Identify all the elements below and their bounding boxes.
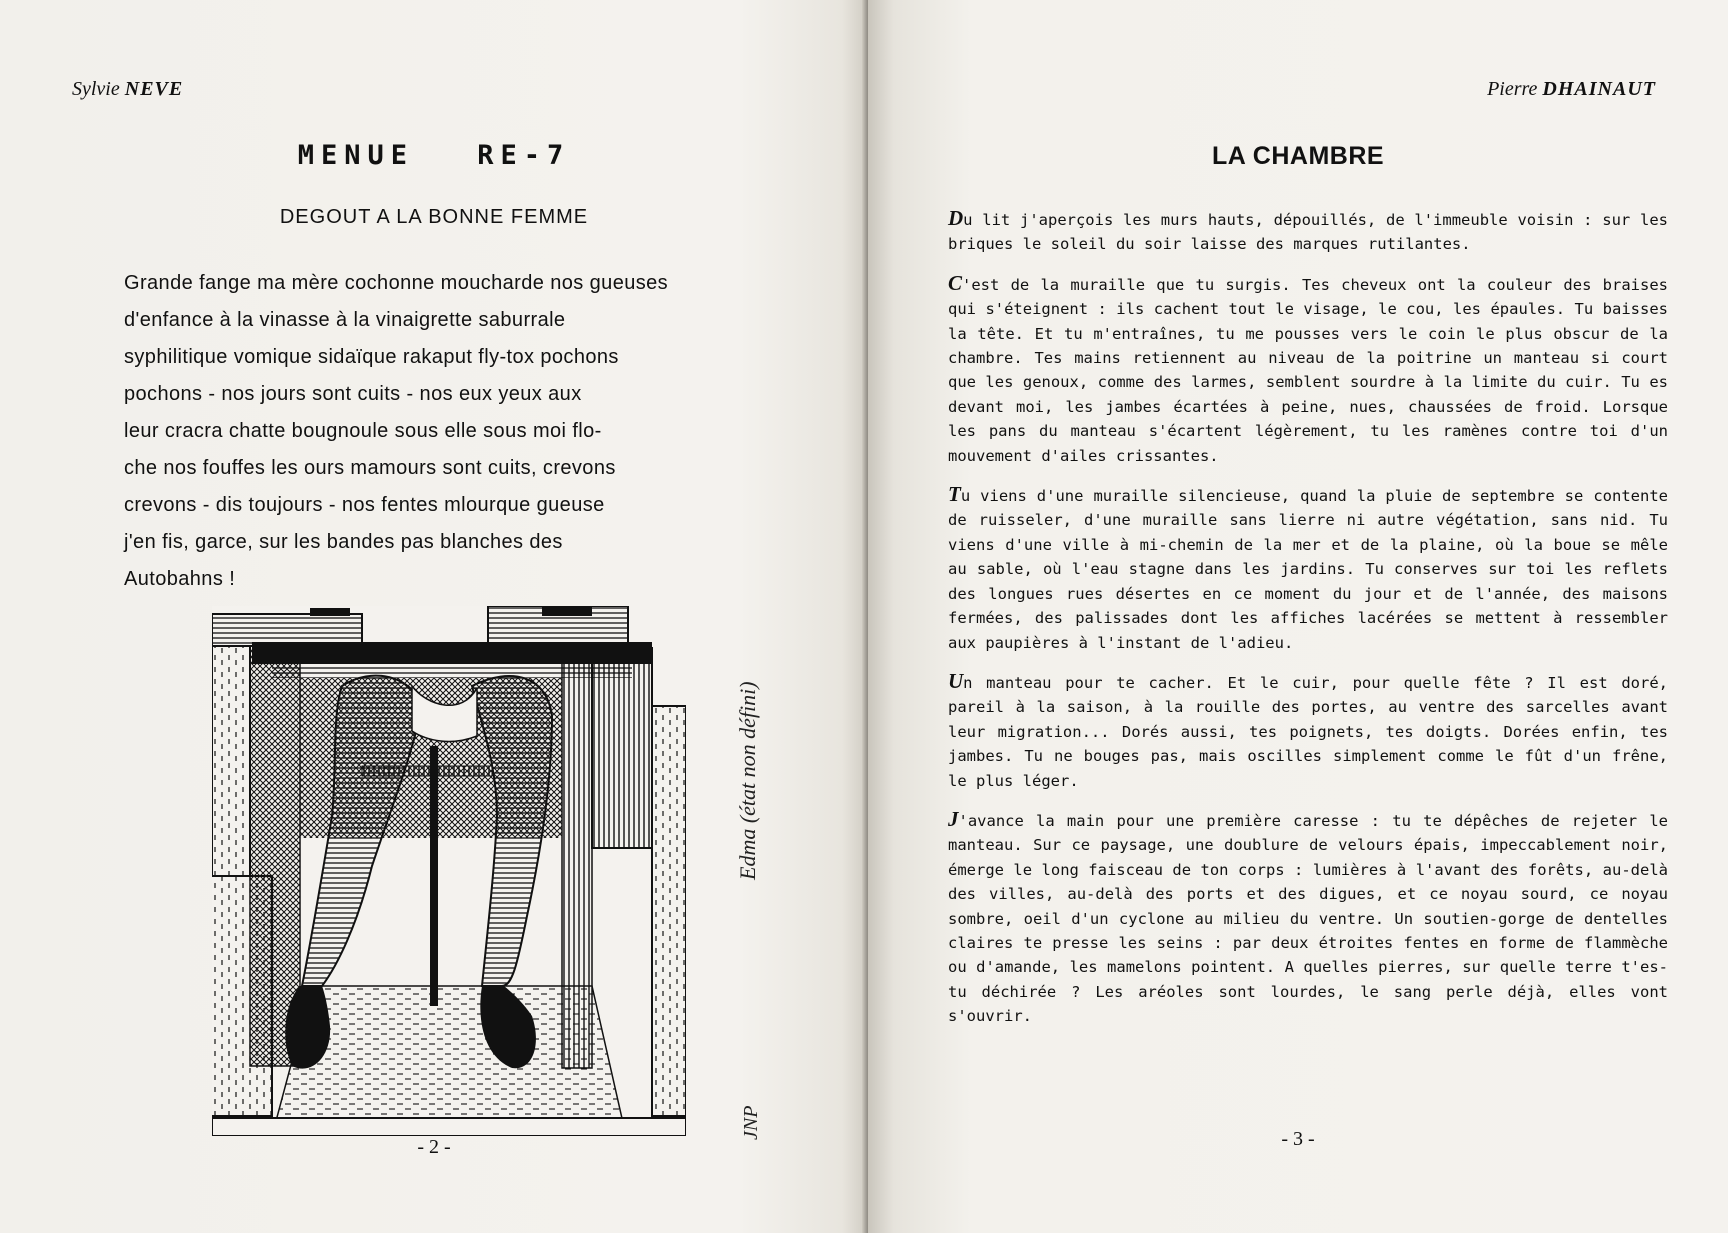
drop-initial: U	[948, 668, 964, 693]
left-author-last: NEVE	[124, 78, 184, 100]
paragraph-text: n manteau pour te cacher. Et le cuir, pour quelle fête ? Il est doré, pareil à la saison, à la rouille des portes, au ventre des sarcelles avant leur migration... Dorés aussi, tes poignets, tes doigts. Dorées enfin, tes jambes. Tu ne bouges pas, mais oscilles simplement comme le fût d'un frêne, le plus léger.	[948, 673, 1668, 790]
right-author-last: DHAINAUT	[1542, 78, 1656, 100]
page-number-right: - 3 -	[1281, 1128, 1315, 1150]
paragraph	[948, 206, 1668, 257]
poem-line: d'enfance à la vinasse à la vinaigrette saburrale	[124, 309, 566, 331]
drop-initial: C	[948, 270, 963, 295]
handwritten-initials: JNP	[740, 1105, 762, 1140]
paragraph-text: u viens d'une muraille silencieuse, quand la pluie de septembre se contente de ruisseler, d'une muraille sans lierre ni autre végétation, sans nid. Tu viens d'une ville à mi-chemin de la mer et de la plaine, où la boue se mêle au sable, où l'eau stagne dans les jardins. Tu conserves sur toi les reflets des longues rues désertes en ce moment du jour et de l'année, des maisons fermées, des palissades dont les affiches lacérées se mettent à ressembler aux paupières à l'instant de l'adieu.	[948, 487, 1668, 652]
right-author	[1487, 78, 1656, 101]
paragraph	[948, 271, 1668, 468]
left-author-first: Sylvie	[72, 78, 120, 100]
page-number-left: - 2 -	[417, 1136, 451, 1158]
drop-initial: D	[948, 206, 964, 230]
left-subtitle: DEGOUT A LA BONNE FEMME	[279, 206, 589, 228]
poem-line: che nos fouffes les ours mamours sont cuits, crevons	[124, 457, 616, 479]
left-title: MENUE RE-7	[297, 140, 571, 171]
prose-text	[948, 206, 1668, 1043]
paragraph-text: 'est de la muraille que tu surgis. Tes cheveux ont la couleur des braises qui s'éteignent : ils cachent tout le visage, le cou, les épaules. Tu baisses la tête. Et tu m'entraînes, tu me pousses vers le coin le plus obscur de la chambre. Tes mains retiennent au niveau de la poitrine un manteau si court que les genoux, comme des larmes, semblent sourdre à la limite du cuir. Tu es devant moi, les jambes écartées à peine, nues, chaussées de froid. Lorsque les pans du manteau s'écartent légèrement, tu les ramènes contre toi d'un mouvement d'ailes crissantes.	[948, 275, 1668, 465]
paragraph	[948, 669, 1668, 793]
right-title: LA CHAMBRE	[1211, 142, 1385, 170]
left-author	[72, 78, 183, 101]
poem-line: Autobahns !	[124, 568, 236, 590]
poem-line: leur cracra chatte bougnoule sous elle sous moi flo-	[124, 420, 602, 442]
poem-line: crevons - dis toujours - nos fentes mlourque gueuse	[124, 494, 605, 516]
drop-initial: J	[948, 806, 959, 831]
poem-line: syphilitique vomique sidaïque rakaput fly-tox pochons	[124, 346, 619, 368]
paragraph-text: u lit j'aperçois les murs hauts, dépouillés, de l'immeuble voisin : sur les briques le soleil du soir laisse des marques rutilantes.	[948, 211, 1668, 254]
ink-drawing	[212, 606, 686, 1136]
right-author-first: Pierre	[1487, 78, 1538, 100]
handwritten-caption: Edma (état non défini)	[735, 681, 760, 880]
drop-initial: T	[948, 482, 961, 507]
poem-line: Grande fange ma mère cochonne moucharde nos gueuses	[124, 272, 669, 294]
paragraph	[948, 482, 1668, 655]
right-page	[868, 0, 1728, 1233]
paragraph-text: 'avance la main pour une première caresse : tu te dépêches de rejeter le manteau. Sur ce paysage, une doublure de velours épais, impeccablement noir, émerge le long faisceau de ton corps : lumières à l'avant des forêts, au-delà des villes, au-delà des ports et des digues, et ce noyau sourd, ce noyau sombre, oeil d'un cyclone au milieu du ventre. Un soutien-gorge de dentelles claires te presse les seins : par deux étroites fentes en forme de flammèche ou d'amande, les mamelons pointent. A quelles pierres, sur quelle terre t'es-tu déchirée ? Les aréoles sont lourdes, le sang perle déjà, elles vont s'ouvrir.	[948, 811, 1668, 1026]
poem-line: j'en fis, garce, sur les bandes pas blanches des	[124, 531, 563, 553]
paragraph	[948, 807, 1668, 1029]
poem-line: pochons - nos jours sont cuits - nos eux yeux aux	[124, 383, 582, 405]
poem	[124, 265, 772, 598]
